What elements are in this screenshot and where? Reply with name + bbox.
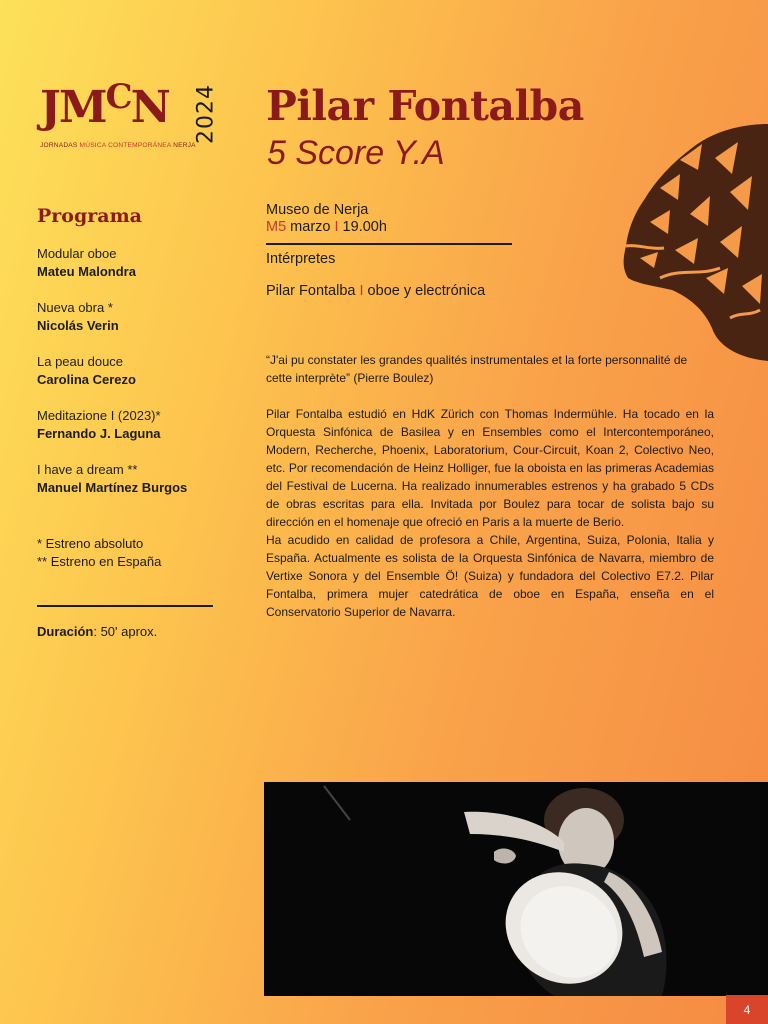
event-info <box>266 202 387 236</box>
page-number-badge: 4 <box>726 995 768 1024</box>
bio-paragraph: Pilar Fontalba estudió en HdK Zürich con Thomas Indermühle. Ha tocado en la Orquesta Sinfónica de Basilea y en Ensembles como el Intercontemporáneo, Modern, Recherche, Phoenix, Laboratorium, Cour-Circuit, Koan 2, Colectivo Neo, etc. Por recomendación de Heinz Holliger, fue la oboista en las primeras Academias del Festival de Lucerna. Ha realizado innumerables estrenos y ha grabado 5 CDs de obras escritas para ella. Invitada por Boulez para tocar de solista bajo su dirección en el homenaje que ofreció en Paris a la muerte de Berio. <box>266 407 714 529</box>
programa-heading: Programa <box>37 205 142 227</box>
divider <box>266 243 512 245</box>
duration-value: : 50' aprox. <box>93 624 158 639</box>
performer-line <box>266 283 485 299</box>
interpretes-heading: Intérpretes <box>266 251 336 267</box>
divider <box>37 605 213 607</box>
duration-label: Duración <box>37 624 94 639</box>
event-time: 19.00h <box>338 219 387 235</box>
performer-name: Pilar Fontalba <box>266 283 360 299</box>
duration <box>37 624 157 639</box>
programa-list <box>37 245 237 515</box>
logo-year: 2024 <box>193 84 219 144</box>
work-title: Meditazione I (2023)* <box>37 408 161 423</box>
performer-photo <box>264 782 768 996</box>
page-subtitle: 5 Score Y.A <box>267 134 445 172</box>
event-datetime <box>266 219 387 236</box>
note-spain-premiere: ** Estreno en España <box>37 554 162 569</box>
work-title: I have a dream ** <box>37 462 138 477</box>
note-absolute-premiere: * Estreno absoluto <box>37 536 144 551</box>
boulez-quote: “J'ai pu constater les grandes qualités instrumentales et la forte personnalité de cette interprète” (Pierre Boulez) <box>266 353 688 385</box>
composer-name: Manuel Martínez Burgos <box>37 480 188 495</box>
venue-name: Museo de Nerja <box>266 202 369 218</box>
program-item <box>37 245 237 281</box>
composer-name: Carolina Cerezo <box>37 372 136 387</box>
composer-name: Fernando J. Laguna <box>37 426 161 441</box>
program-item <box>37 353 237 389</box>
brain-graphic <box>620 118 768 363</box>
work-title: Nueva obra * <box>37 300 113 315</box>
performer-instrument: oboe y electrónica <box>363 283 486 299</box>
logo-wordmark: $JM^CN$ <box>40 77 169 133</box>
event-month: marzo <box>286 219 335 235</box>
program-item <box>37 299 237 335</box>
event-day: M5 <box>266 219 287 235</box>
work-title: La peau douce <box>37 354 124 369</box>
logo-subtitle: JORNADAS MÚSICA CONTEMPORÁNEA NERJA <box>40 142 196 149</box>
composer-name: Mateu Malondra <box>37 264 136 279</box>
separator: I <box>334 219 339 235</box>
work-title: Modular oboe <box>37 246 117 261</box>
festival-logo <box>38 77 219 154</box>
page-title: Pilar Fontalba <box>266 82 584 130</box>
separator: I <box>359 283 364 299</box>
program-item <box>37 407 237 443</box>
program-item <box>37 461 237 497</box>
composer-name: Nicolás Verin <box>37 318 119 333</box>
performer-bio <box>266 405 714 621</box>
premiere-notes <box>37 535 161 571</box>
bio-paragraph: Ha acudido en calidad de profesora a Chile, Argentina, Suiza, Polonia, Italia y España. Actualmente es solista de la Orquesta Sinfónica de Navarra, miembro de Vertixe Sonora y del Ensemble Ö! (Suiza) y fundadora del Colectivo E7.2. Pilar Fontalba, primera mujer catedrática de oboe en España, enseña en el Conservatorio Superior de Navarra. <box>266 533 714 619</box>
